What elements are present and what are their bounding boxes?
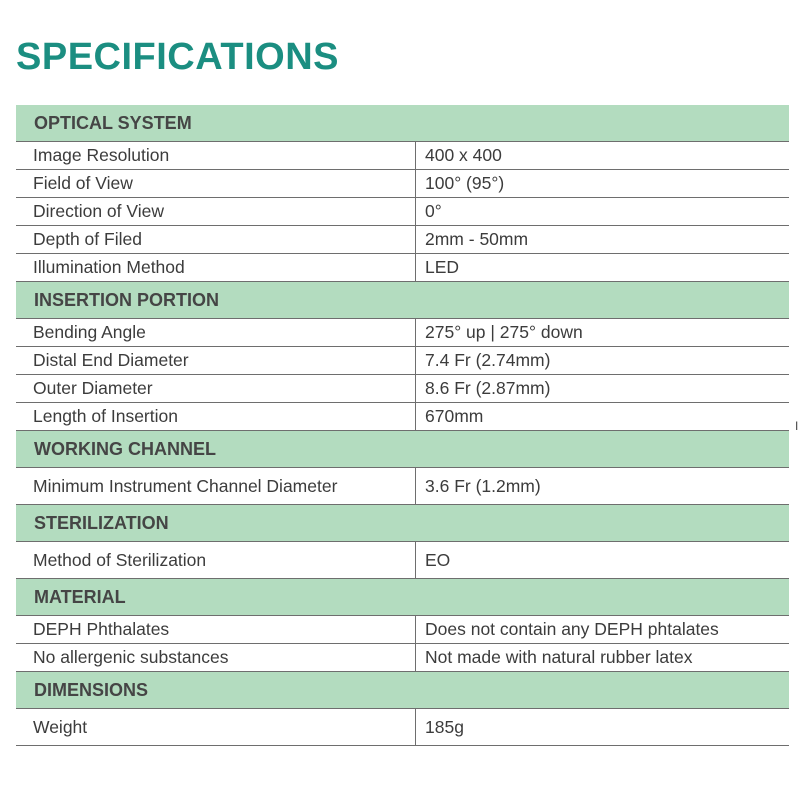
table-row	[16, 254, 789, 282]
spec-label: Weight	[16, 709, 416, 745]
table-row	[16, 644, 789, 672]
spec-label: DEPH Phthalates	[16, 616, 416, 643]
spec-label: Direction of View	[16, 198, 416, 225]
table-row	[16, 709, 789, 746]
spec-label: Minimum Instrument Channel Diameter	[16, 468, 416, 504]
spec-value: EO	[425, 549, 451, 570]
spec-label: Length of Insertion	[16, 403, 416, 430]
spec-value: 0°	[425, 201, 442, 221]
section-heading-optical-system: OPTICAL SYSTEM	[16, 105, 789, 142]
spec-value: 100° (95°)	[425, 173, 505, 193]
spec-value: 2mm - 50mm	[425, 229, 529, 249]
edge-text-fragment: I	[795, 419, 799, 433]
spec-label: Distal End Diameter	[16, 347, 416, 374]
table-row	[16, 226, 789, 254]
spec-value: Does not contain any DEPH phtalates	[425, 619, 719, 639]
page-title: SPECIFICATIONS	[16, 36, 339, 78]
spec-value: 3.6 Fr (1.2mm)	[425, 475, 541, 496]
table-row	[16, 375, 789, 403]
section-heading-working-channel: WORKING CHANNEL	[16, 431, 789, 468]
spec-value: 400 x 400	[425, 145, 502, 165]
spec-label: Bending Angle	[16, 319, 416, 346]
spec-value: 8.6 Fr (2.87mm)	[425, 378, 551, 398]
spec-label: Image Resolution	[16, 142, 416, 169]
section-heading-dimensions: DIMENSIONS	[16, 672, 789, 709]
section-heading-sterilization: STERILIZATION	[16, 505, 789, 542]
table-row	[16, 198, 789, 226]
spec-value: 670mm	[425, 406, 484, 426]
spec-label: Field of View	[16, 170, 416, 197]
spec-value: 275° up | 275° down	[425, 322, 583, 342]
spec-label: No allergenic substances	[16, 644, 416, 671]
table-row	[16, 616, 789, 644]
table-row	[16, 403, 789, 431]
table-row	[16, 319, 789, 347]
table-row	[16, 347, 789, 375]
spec-label: Depth of Filed	[16, 226, 416, 253]
spec-value: Not made with natural rubber latex	[425, 647, 693, 667]
spec-value: 185g	[425, 716, 464, 737]
table-row	[16, 170, 789, 198]
spec-value: LED	[425, 257, 460, 277]
spec-label: Method of Sterilization	[16, 542, 416, 578]
table-row	[16, 468, 789, 505]
spec-value: 7.4 Fr (2.74mm)	[425, 350, 551, 370]
section-heading-insertion-portion: INSERTION PORTION	[16, 282, 789, 319]
table-row	[16, 142, 789, 170]
table-row	[16, 542, 789, 579]
spec-label: Illumination Method	[16, 254, 416, 281]
spec-label: Outer Diameter	[16, 375, 416, 402]
spec-table	[16, 105, 789, 746]
section-heading-material: MATERIAL	[16, 579, 789, 616]
